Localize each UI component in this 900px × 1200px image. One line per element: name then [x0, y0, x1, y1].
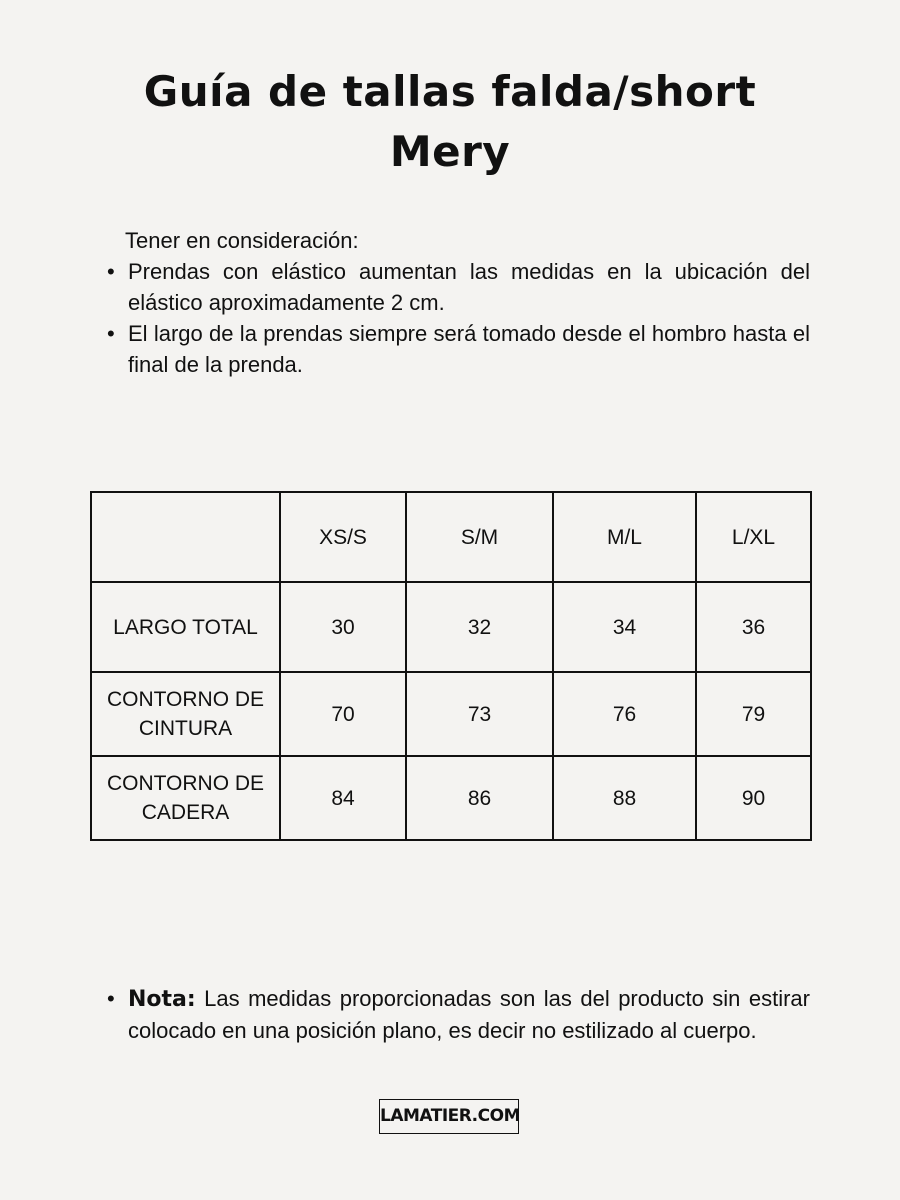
title-line-2: Mery — [389, 127, 511, 176]
header-cell-l-xl: L/XL — [696, 492, 811, 582]
table-cell: 73 — [406, 672, 553, 756]
considerations-heading: Tener en consideración: — [125, 228, 359, 253]
note-section — [106, 983, 810, 1046]
bullet-text: Prendas con elástico aumentan las medidas en la ubicación del elástico aproximadamente 2 cm. — [128, 259, 810, 315]
bullet-icon: • — [107, 321, 115, 346]
table-row — [91, 756, 811, 840]
considerations-list — [106, 256, 810, 380]
table-cell: 90 — [696, 756, 811, 840]
bullet-text: El largo de la prendas siempre será tomado desde el hombro hasta el final de la prenda. — [128, 321, 810, 377]
list-item — [106, 318, 810, 380]
page-title — [0, 62, 900, 182]
table-cell: 88 — [553, 756, 696, 840]
header-cell-xs-s: XS/S — [280, 492, 406, 582]
table-cell: 36 — [696, 582, 811, 672]
row-label-largo-total: LARGO TOTAL — [91, 582, 280, 672]
bullet-icon: • — [107, 259, 115, 284]
note-text: Las medidas proporcionadas son las del producto sin estirar colocado en una posición plano, es decir no estilizado al cuerpo. — [128, 986, 810, 1043]
header-cell-m-l: M/L — [553, 492, 696, 582]
table-cell: 84 — [280, 756, 406, 840]
list-item — [106, 256, 810, 318]
table-cell: 32 — [406, 582, 553, 672]
bullet-icon: • — [107, 986, 115, 1011]
table-cell: 70 — [280, 672, 406, 756]
header-cell-empty — [91, 492, 280, 582]
table-row — [91, 582, 811, 672]
note-list — [106, 983, 810, 1046]
table-row — [91, 672, 811, 756]
list-item — [106, 983, 810, 1046]
header-cell-s-m: S/M — [406, 492, 553, 582]
title-line-1: Guía de tallas falda/short — [143, 67, 757, 116]
brand-badge: LAMATIER.COM — [379, 1099, 519, 1134]
table-cell: 34 — [553, 582, 696, 672]
considerations-section — [106, 225, 810, 380]
table-cell: 76 — [553, 672, 696, 756]
row-label-contorno-cintura: CONTORNO DE CINTURA — [91, 672, 280, 756]
note-label: Nota: — [128, 987, 196, 1012]
size-table — [90, 491, 812, 841]
table-cell: 30 — [280, 582, 406, 672]
table-cell: 79 — [696, 672, 811, 756]
table-header-row — [91, 492, 811, 582]
row-label-contorno-cadera: CONTORNO DE CADERA — [91, 756, 280, 840]
table-cell: 86 — [406, 756, 553, 840]
